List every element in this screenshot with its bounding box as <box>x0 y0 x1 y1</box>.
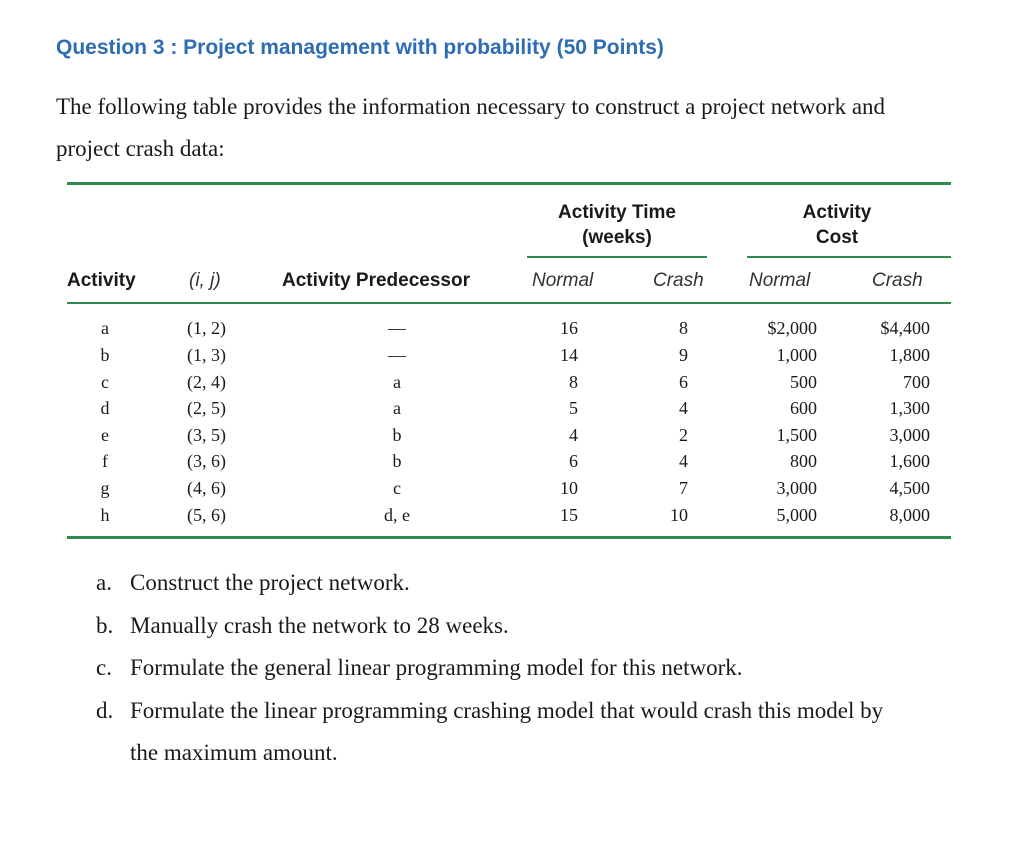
cell-crash-time: 4 <box>679 451 688 471</box>
table-row <box>67 475 951 501</box>
part-text: Formulate the linear programming crashing model that would crash this model by the maximum amount. <box>130 697 884 765</box>
cell-ij: (3, 5) <box>187 425 226 445</box>
table-row <box>67 369 951 395</box>
cell-crash-cost: 1,800 <box>889 345 930 365</box>
cell-crash-cost: 700 <box>903 372 930 392</box>
cell-activity: b <box>100 345 110 365</box>
part-label: a. <box>96 570 112 595</box>
activity-cost-group-header <box>787 200 887 250</box>
cell-normal-time: 16 <box>560 318 578 338</box>
table-row <box>67 342 951 368</box>
column-header-crash-cost: Crash <box>872 270 923 291</box>
question-part <box>96 562 916 605</box>
question-part <box>96 690 916 775</box>
cell-ij: (1, 3) <box>187 345 226 365</box>
part-text: Formulate the general linear programming model for this network. <box>130 655 743 680</box>
table-row <box>67 422 951 448</box>
cell-activity: g <box>100 478 110 498</box>
activity-cost-line1: Activity <box>802 202 872 223</box>
cell-crash-cost: 1,600 <box>889 451 930 471</box>
cell-normal-cost: 5,000 <box>776 505 817 525</box>
cell-crash-cost: $4,400 <box>880 318 930 338</box>
table-row <box>67 395 951 421</box>
column-header-ij: (i, j) <box>189 270 221 291</box>
crash-data-table <box>67 182 951 540</box>
column-header-crash-time: Crash <box>653 270 704 291</box>
question-parts-list <box>96 562 916 775</box>
column-header-activity: Activity <box>67 270 136 291</box>
column-header-normal-time: Normal <box>532 270 594 291</box>
cell-normal-time: 4 <box>569 425 578 445</box>
cell-predecessor: d, e <box>384 505 410 525</box>
activity-time-group-rule <box>527 256 707 258</box>
cell-normal-time: 10 <box>560 478 578 498</box>
cell-normal-time: 14 <box>560 345 578 365</box>
part-label: c. <box>96 655 112 680</box>
cell-crash-cost: 3,000 <box>889 425 930 445</box>
question-part <box>96 647 916 690</box>
cell-predecessor: a <box>393 372 401 392</box>
cell-predecessor: a <box>393 398 401 418</box>
table-top-rule <box>67 182 951 185</box>
cell-activity: a <box>101 318 109 338</box>
cell-predecessor: b <box>392 425 402 445</box>
cell-normal-cost: 3,000 <box>776 478 817 498</box>
cell-predecessor: — <box>388 345 406 365</box>
cell-predecessor: c <box>393 478 401 498</box>
cell-crash-time: 8 <box>679 318 688 338</box>
cell-crash-time: 9 <box>679 345 688 365</box>
cell-crash-time: 2 <box>679 425 688 445</box>
cell-predecessor: — <box>388 318 406 338</box>
cell-normal-time: 8 <box>569 372 578 392</box>
part-label: d. <box>96 697 114 723</box>
table-row <box>67 448 951 474</box>
cell-activity: d <box>100 398 110 418</box>
cell-activity: h <box>100 505 110 525</box>
question-title: Question 3 : Project management with probability (50 Points) <box>56 36 664 59</box>
cell-ij: (3, 6) <box>187 451 226 471</box>
part-text: Construct the project network. <box>130 570 410 595</box>
cell-crash-cost: 4,500 <box>889 478 930 498</box>
cell-crash-time: 4 <box>679 398 688 418</box>
cell-ij: (4, 6) <box>187 478 226 498</box>
cell-normal-cost: 800 <box>790 451 817 471</box>
activity-cost-group-rule <box>747 256 951 258</box>
cell-activity: c <box>101 372 109 392</box>
table-row <box>67 502 951 528</box>
activity-time-group-header <box>537 200 697 250</box>
question-intro: The following table provides the information necessary to construct a project network and project crash data: <box>56 94 886 161</box>
activity-time-line2: (weeks) <box>582 227 652 248</box>
cell-ij: (2, 5) <box>187 398 226 418</box>
cell-crash-time: 10 <box>670 505 688 525</box>
cell-crash-cost: 8,000 <box>889 505 930 525</box>
column-header-predecessor: Activity Predecessor <box>282 270 470 291</box>
cell-normal-time: 5 <box>569 398 578 418</box>
cell-ij: (2, 4) <box>187 372 226 392</box>
table-row <box>67 315 951 341</box>
cell-normal-cost: $2,000 <box>767 318 817 338</box>
cell-normal-cost: 500 <box>790 372 817 392</box>
cell-activity: f <box>102 451 108 471</box>
cell-ij: (5, 6) <box>187 505 226 525</box>
cell-normal-cost: 600 <box>790 398 817 418</box>
cell-normal-time: 15 <box>560 505 578 525</box>
cell-ij: (1, 2) <box>187 318 226 338</box>
cell-crash-time: 7 <box>679 478 688 498</box>
part-text: Manually crash the network to 28 weeks. <box>130 612 509 638</box>
column-header-normal-cost: Normal <box>749 270 811 291</box>
cell-predecessor: b <box>392 451 402 471</box>
cell-activity: e <box>101 425 109 445</box>
cell-crash-cost: 1,300 <box>889 398 930 418</box>
header-bottom-rule <box>67 302 951 304</box>
question-part <box>96 605 916 648</box>
cell-crash-time: 6 <box>679 372 688 392</box>
part-label: b. <box>96 612 114 638</box>
activity-cost-line2: Cost <box>815 227 859 248</box>
activity-time-line1: Activity Time <box>558 202 676 223</box>
cell-normal-cost: 1,500 <box>776 425 817 445</box>
table-bottom-rule <box>67 536 951 539</box>
cell-normal-cost: 1,000 <box>776 345 817 365</box>
cell-normal-time: 6 <box>569 451 578 471</box>
